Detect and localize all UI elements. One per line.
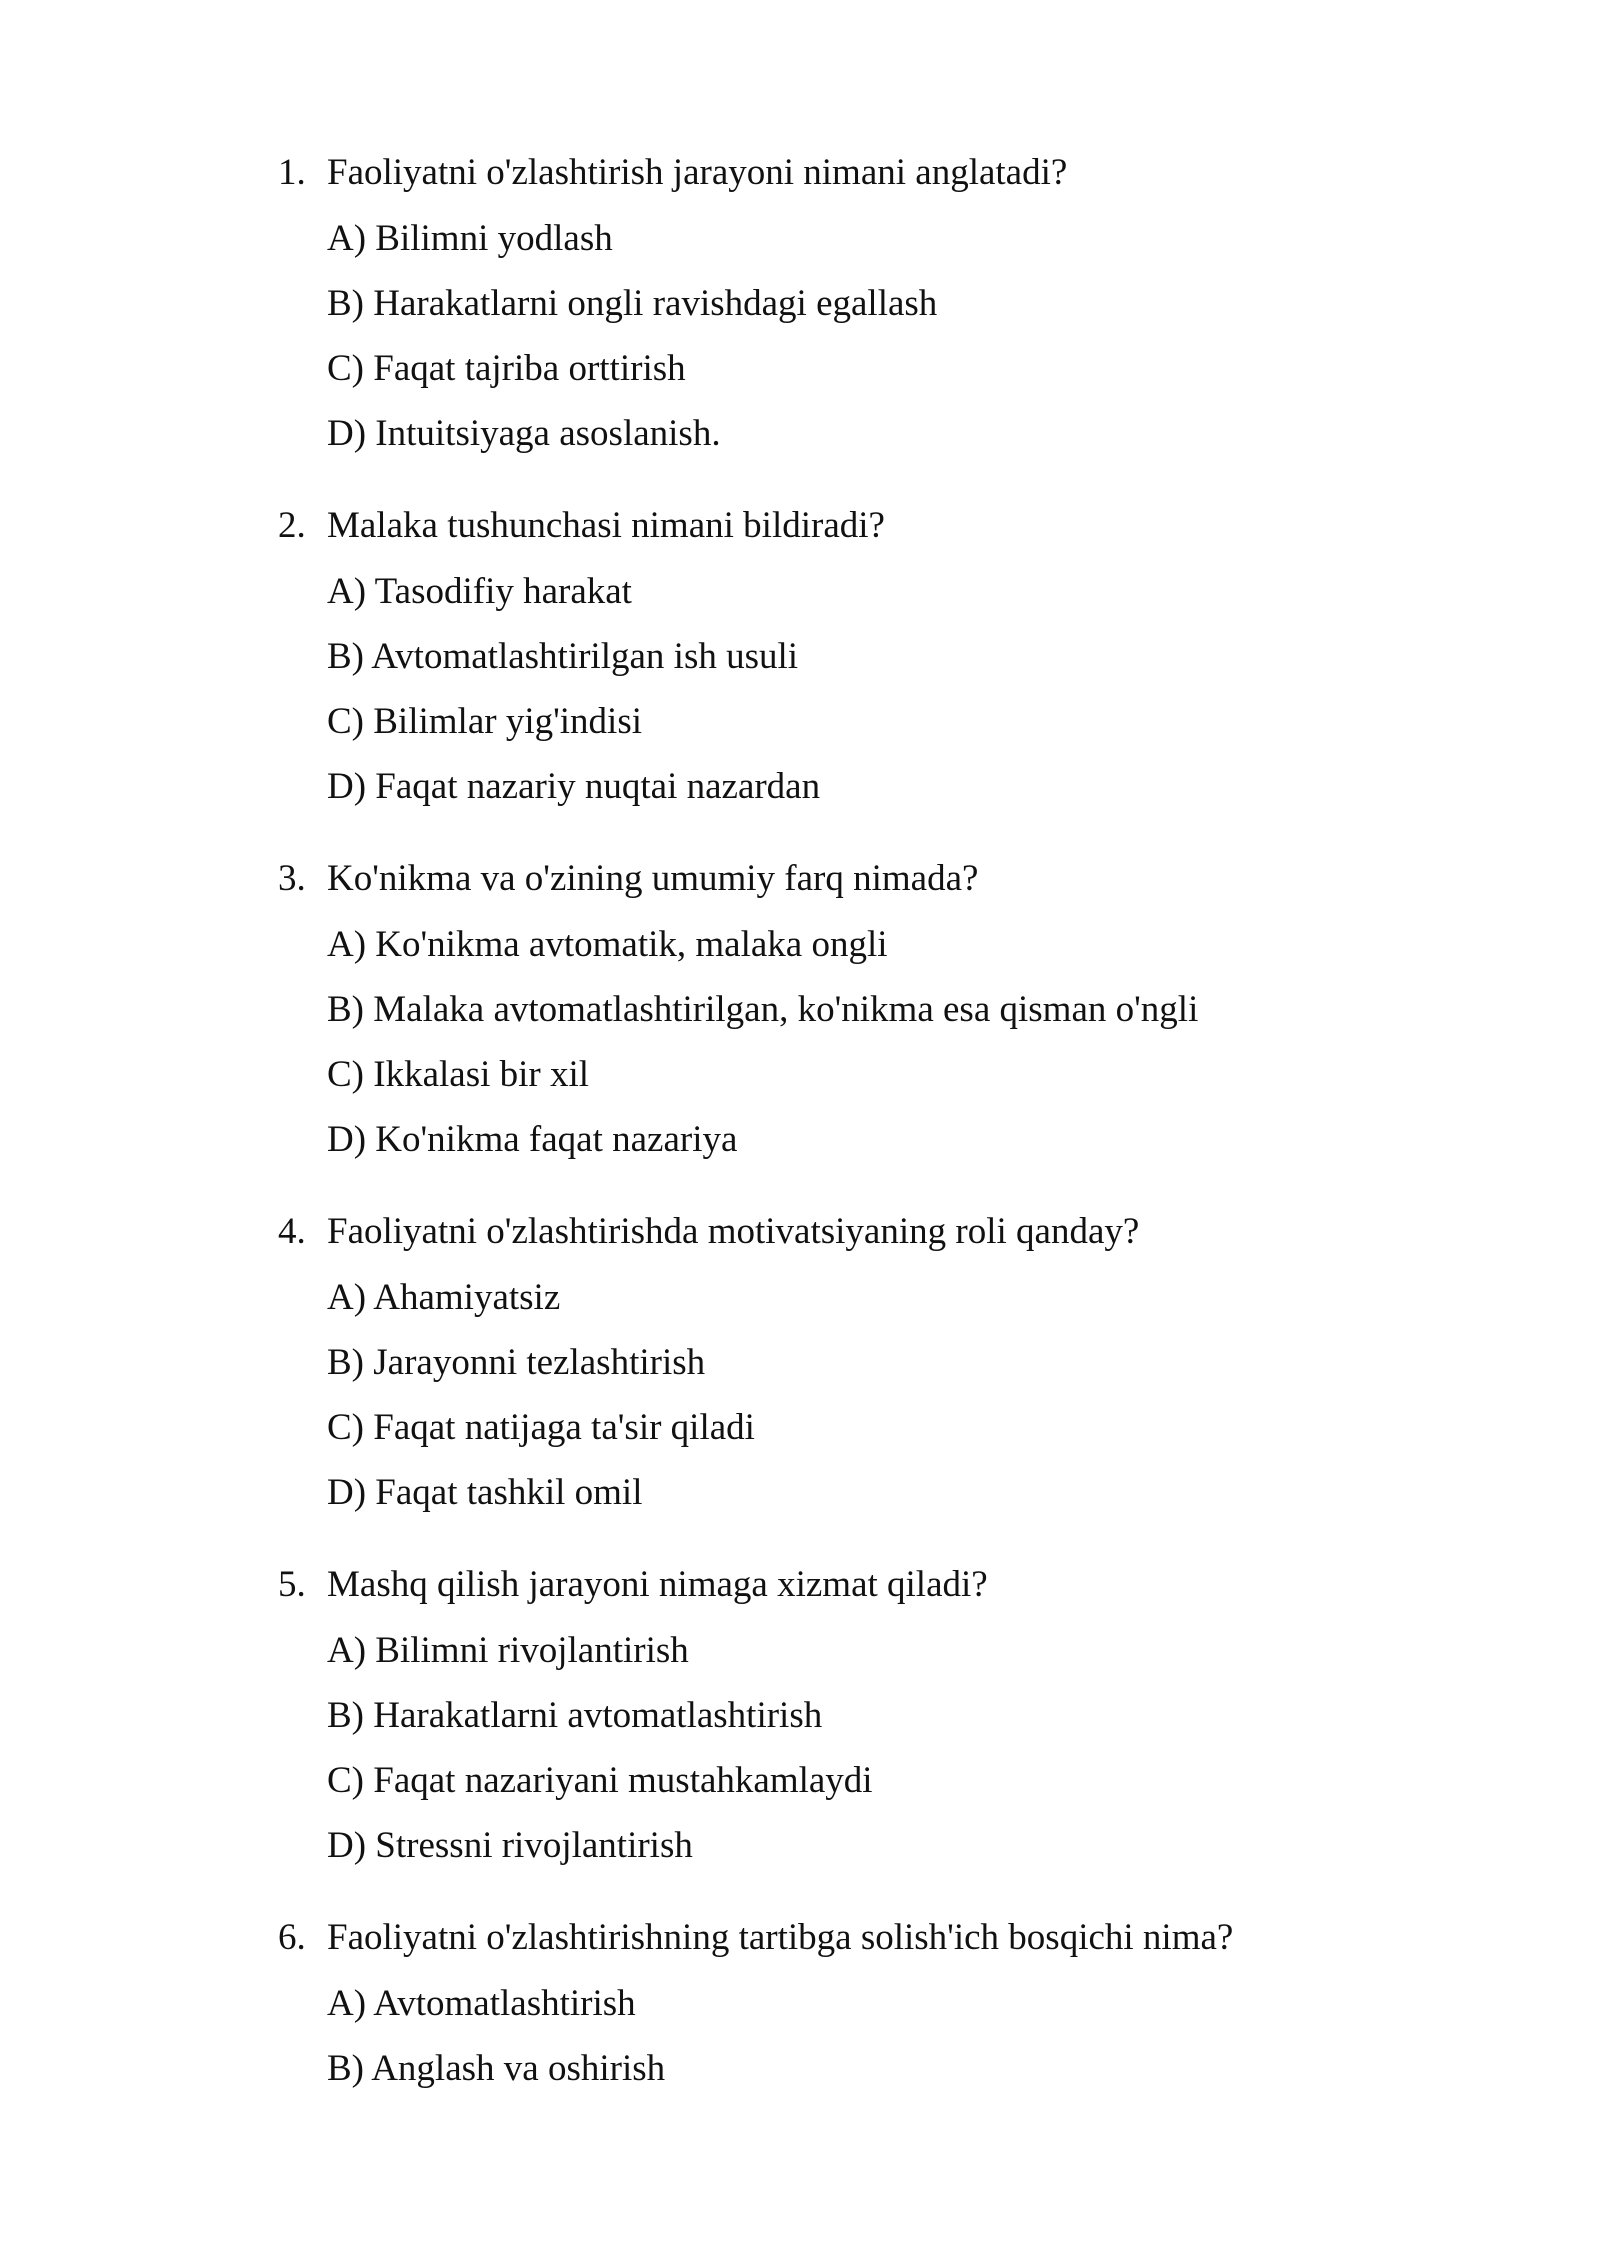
question-number: 5. xyxy=(278,1564,306,1605)
question-line xyxy=(0,858,1600,904)
answer-option: D) Faqat tashkil omil xyxy=(327,1472,643,1513)
answer-option: A) Ahamiyatsiz xyxy=(327,1277,561,1318)
answer-option: B) Anglash va oshirish xyxy=(327,2048,666,2089)
question-line xyxy=(0,1211,1600,1257)
question-text: Faoliyatni o'zlashtirish jarayoni nimani anglatadi? xyxy=(327,152,1068,193)
question-number: 1. xyxy=(278,152,306,193)
question-line xyxy=(0,1564,1600,1610)
question-number: 3. xyxy=(278,858,306,899)
answer-option: B) Harakatlarni ongli ravishdagi egallash xyxy=(327,283,938,324)
question-text: Mashq qilish jarayoni nimaga xizmat qiladi? xyxy=(327,1564,988,1605)
answer-option: D) Ko'nikma faqat nazariya xyxy=(327,1119,738,1160)
question-number: 6. xyxy=(278,1917,306,1958)
question-text: Faoliyatni o'zlashtirishning tartibga solish'ich bosqichi nima? xyxy=(327,1917,1234,1958)
question-line xyxy=(0,505,1600,551)
question-number: 4. xyxy=(278,1211,306,1252)
question-text: Malaka tushunchasi nimani bildiradi? xyxy=(327,505,885,546)
answer-option: A) Bilimni yodlash xyxy=(327,218,613,259)
answer-option: D) Faqat nazariy nuqtai nazardan xyxy=(327,766,821,807)
answer-option: B) Avtomatlashtirilgan ish usuli xyxy=(327,636,799,677)
answer-option: C) Ikkalasi bir xil xyxy=(327,1054,590,1095)
question-text: Ko'nikma va o'zining umumiy farq nimada? xyxy=(327,858,979,899)
answer-option: A) Ko'nikma avtomatik, malaka ongli xyxy=(327,924,888,965)
answer-option: B) Malaka avtomatlashtirilgan, ko'nikma esa qisman o'ngli xyxy=(327,989,1199,1030)
answer-option: A) Avtomatlashtirish xyxy=(327,1983,636,2024)
question-number: 2. xyxy=(278,505,306,546)
answer-option: B) Jarayonni tezlashtirish xyxy=(327,1342,706,1383)
answer-option: C) Faqat natijaga ta'sir qiladi xyxy=(327,1407,755,1448)
answer-option: C) Faqat nazariyani mustahkamlaydi xyxy=(327,1760,873,1801)
answer-option: C) Bilimlar yig'indisi xyxy=(327,701,643,742)
answer-option: D) Stressni rivojlantirish xyxy=(327,1825,693,1866)
answer-option: A) Tasodifiy harakat xyxy=(327,571,632,612)
answer-option: A) Bilimni rivojlantirish xyxy=(327,1630,689,1671)
question-text: Faoliyatni o'zlashtirishda motivatsiyaning roli qanday? xyxy=(327,1211,1140,1252)
question-line xyxy=(0,152,1600,198)
question-line xyxy=(0,1917,1600,1963)
answer-option: D) Intuitsiyaga asoslanish. xyxy=(327,413,721,454)
answer-option: C) Faqat tajriba orttirish xyxy=(327,348,686,389)
answer-option: B) Harakatlarni avtomatlashtirish xyxy=(327,1695,823,1736)
